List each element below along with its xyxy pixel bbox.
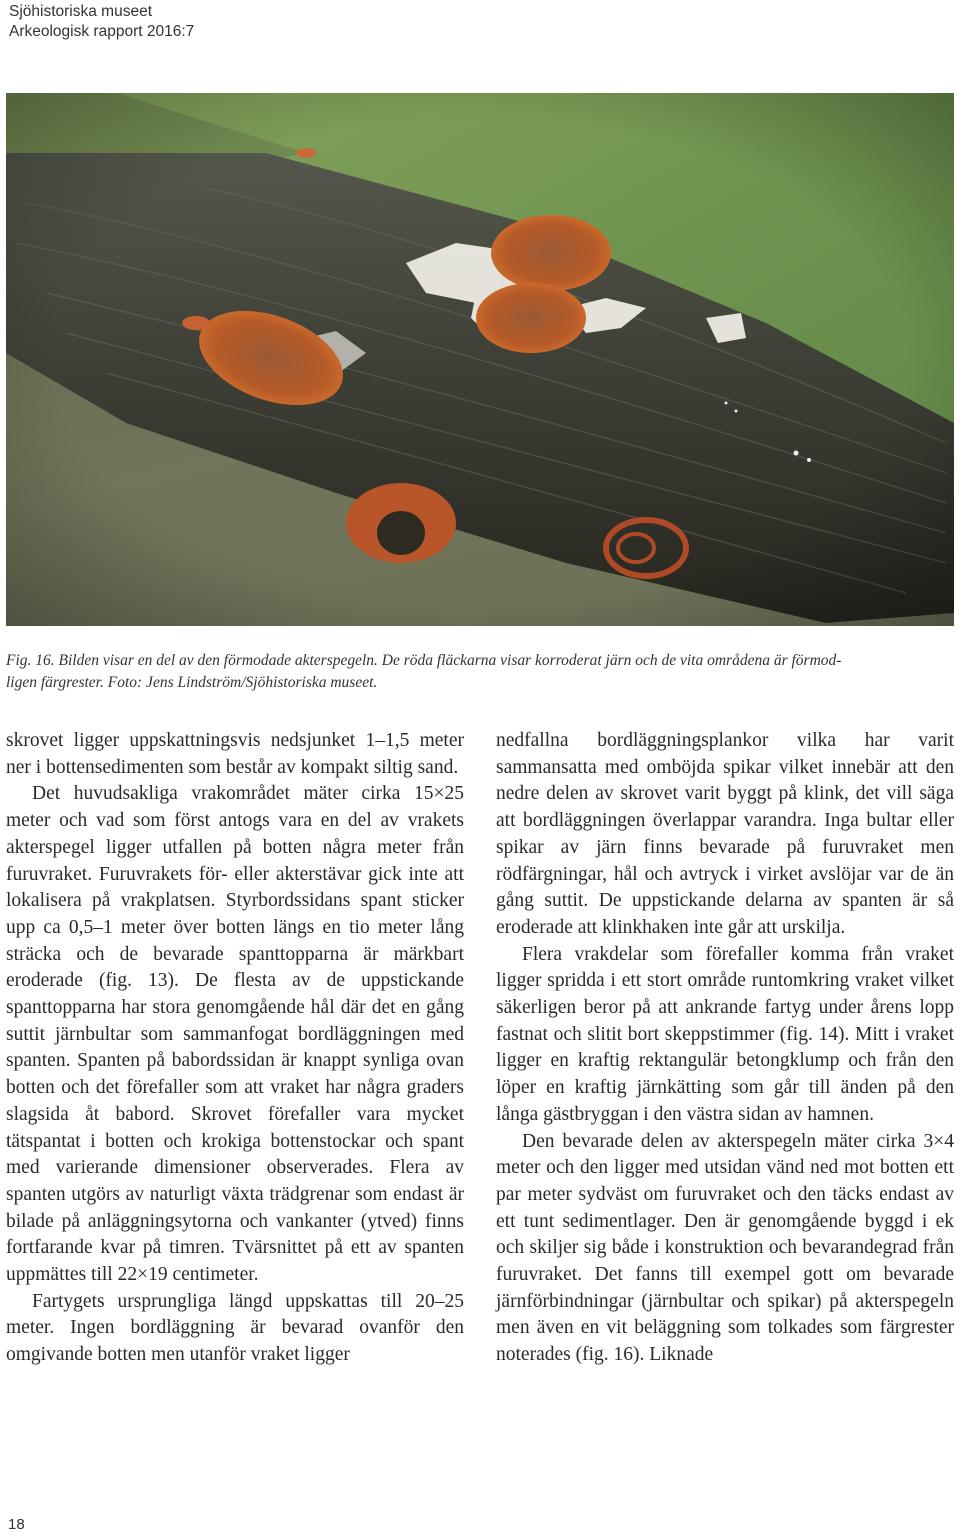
left-paragraph-1: skrovet ligger uppskattningsvis nedsjunket 1–1,5 meter ner i bottensedimenten som består av kompakt siltig sand. bbox=[6, 730, 464, 778]
shipwreck-photo-image bbox=[6, 93, 954, 626]
caption-line-1: Fig. 16. Bilden visar en del av den förmodade akterspegeln. De röda fläckarna visar korroderat järn och de vita områdena är förmod- bbox=[6, 652, 842, 669]
right-text-column bbox=[496, 728, 954, 1369]
publisher-name: Sjöhistoriska museet bbox=[9, 3, 153, 20]
left-text-column bbox=[6, 728, 464, 1369]
right-paragraph-2: Flera vrakdelar som förefaller komma från vraket ligger spridda i ett stort område runtomkring vraket vilket säkerligen beror på att ankrande fartyg under årens lopp fastnat och slitit bort skeppstimmer (fig. 14). Mitt i vraket ligger en kraftig rektangulär betongklump och från den löper en kraftig järnkätting som går till änden på den långa gästbryggan i den västra sidan av hamnen. bbox=[496, 943, 954, 1125]
figure-photo bbox=[6, 93, 954, 626]
left-paragraph-2: Det huvudsakliga vrakområdet mäter cirka 15×25 meter och vad som först antogs vara en del av vrakets akterspegel ligger utfallen på botten några meter från furuvraket. Furuvrakets för- eller akterstävar gick inte att lokalisera på vrakplatsen. Styrbordssidans spant sticker upp ca 0,5–1 meter över botten längs en tio meter lång sträcka och de bevarade spanttopparna är märkbart eroderade (fig. 13). De flesta av de uppstickande spanttopparna har stora genomgående hål där det en gång suttit järnbultar som sammanfogat bordläggningen med spanten. Spanten på babordssidan är knappt synliga ovan botten och det förefaller som att vraket har några graders slagsida åt babord. Skrovet förefaller vara mycket tätspantat i botten och krokiga bottenstockar och spant med varierande dimensioner observerades. Flera av spanten utgörs av naturligt växta trädgrenar som endast är bilade på anläggningsytorna och vankanter (ytved) finns fortfarande kvar på timren. Tvärsnittet på ett av spanten uppmättes till 22×19 centimeter. bbox=[6, 783, 464, 1286]
right-paragraph-1: nedfallna bordläggningsplankor vilka har varit sammansatta med omböjda spikar vilket innebär att den nedre delen av skrovet varit byggt på klink, det vill säga att bordläggningen överlappar varandra. Inga bultar eller spikar av järn finns bevarade på furuvraket men rödfärgningar, hål och avtryck i virket avslöjar var de än gång suttit. De uppstickande delarna av spanten är så eroderade att klinkhaken inte går att urskilja. bbox=[496, 730, 954, 938]
page-number: 18 bbox=[8, 1516, 25, 1533]
right-paragraph-3: Den bevarade delen av akterspegeln mäter cirka 3×4 meter och den ligger med utsidan vänd ned mot botten ett par meter sydväst om furuvraket och den täcks endast av ett tunt sedimentlager. Den är genomgående byggd i ek och skiljer sig både i konstruktion och bevarandegrad från furuvraket. Det fanns till exempel gott om bevarade järnförbindningar (järnbultar och spikar) på akterspegeln men även en vit beläggning som tolkades som färgrester noterades (fig. 16). Liknade bbox=[496, 1130, 954, 1366]
running-header bbox=[9, 2, 194, 42]
caption-line-2: ligen färgrester. Foto: Jens Lindström/Sjöhistoriska museet. bbox=[6, 674, 378, 691]
left-paragraph-3: Fartygets ursprungliga längd uppskattas till 20–25 meter. Ingen bordläggning är bevarad ovanför den omgivande botten men utanför vraket ligger bbox=[6, 1290, 464, 1366]
figure-caption bbox=[6, 650, 956, 694]
report-series: Arkeologisk rapport 2016:7 bbox=[9, 23, 195, 40]
